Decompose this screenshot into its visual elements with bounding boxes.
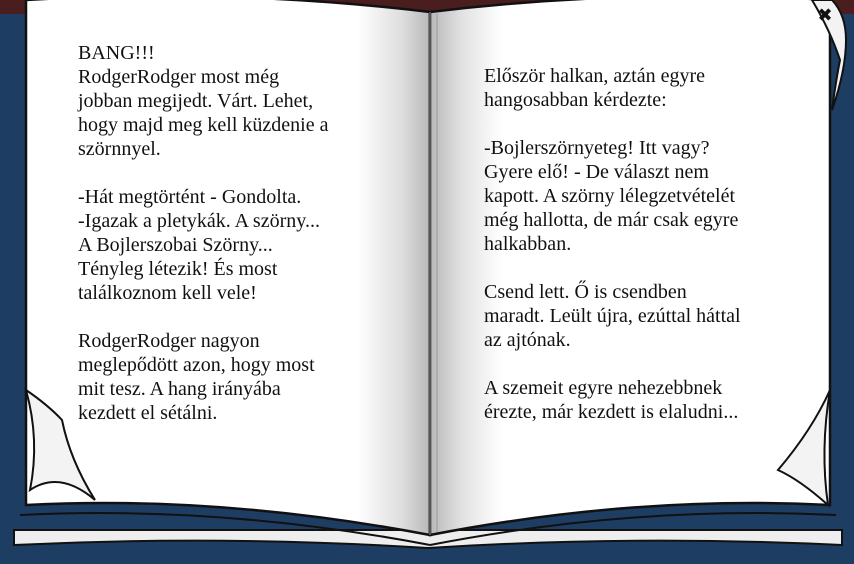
close-icon: ✖ bbox=[817, 5, 833, 26]
left-page-text: BANG!!! RodgerRodger most még jobban megijedt. Várt. Lehet, hogy majd meg kell küzdenie a szörnnyel. -Hát megtörtént - Gondolta. -Igazak a pletykák. A szörny... A Bojlerszobai Szörny... Tényleg létezik! És most találkoznom kell vele! RodgerRodger nagyon meglepődött azon, hogy most mit tesz. A hang irányába kezdett el sétálni. bbox=[78, 42, 329, 424]
close-button[interactable] bbox=[814, 5, 836, 27]
right-page-text: Először halkan, aztán egyre hangosabban kérdezte: -Bojlerszörnyeteg! Itt vagy? Gyere elő! - De választ nem kapott. A szörny lélegzetvételét még hallotta, de már csak egyre halkabban. Csend lett. Ő is csendben maradt. Leült újra, ezúttal háttal az ajtónak. A szemeit egyre nehezebbnek érezte, már kezdett is elaludni... bbox=[484, 65, 741, 423]
